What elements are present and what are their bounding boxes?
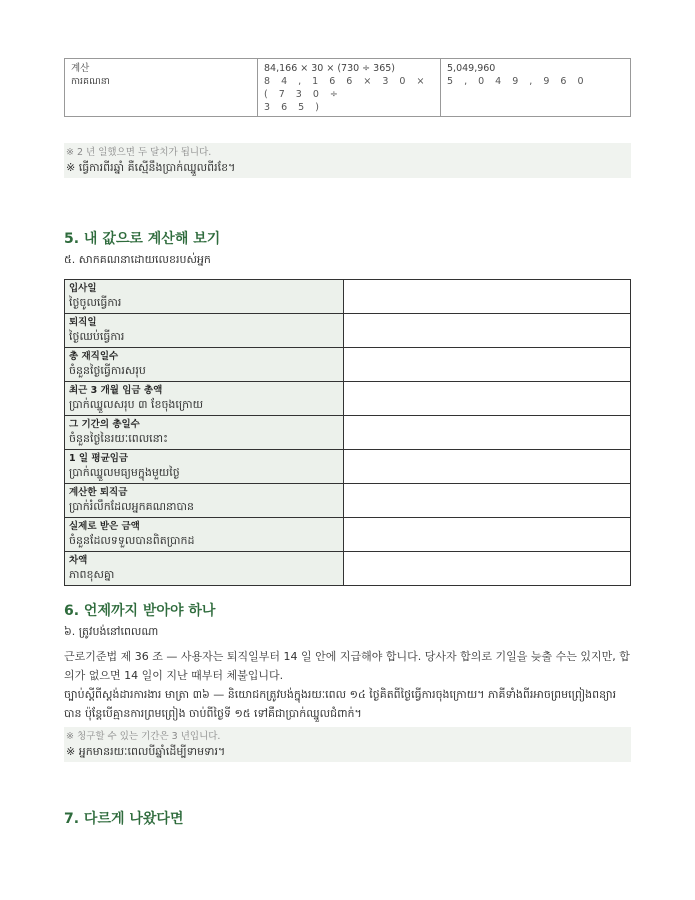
section-5-subtitle: ៥. សាកគណនាដោយលេខរបស់អ្នក [64,253,211,266]
form-row-label [65,450,344,484]
form-row-label-ko: 계산한 퇴직금 [69,487,128,498]
form-row-label-ko: 차액 [69,555,88,566]
section-7-title: 7. 다르게 나왔다면 [64,811,184,827]
form-row-label-ko: 그 기간의 총일수 [69,419,140,430]
note-two-years [64,143,631,178]
self-calc-form-table [64,279,631,586]
form-row-label [65,416,344,450]
document-page [64,58,631,828]
form-row-label-ko: 입사일 [69,283,97,294]
note-two-years-km: ※ ធ្វើការពីរឆ្នាំ គឺស្មើនឹងប្រាក់ឈ្នួលពីរខែ។ [66,161,236,174]
form-row-label-km: ចំនួនថ្ងៃនៃរយៈពេលនោះ [69,432,168,445]
form-row [65,382,631,416]
calc-formula-spaced-2: 3 6 5 ) [264,102,323,113]
form-row-label-km: ប្រាក់រំលឹកដែលអ្នកគណនាបាន [69,500,194,513]
form-row-label-ko: 최근 3 개월 임금 총액 [69,385,163,396]
form-row-label [65,348,344,382]
payment-deadline-km: ច្បាប់ស្តីពីស្តង់ដារការងារ មាត្រា ៣៦ — និយោជកត្រូវបង់ក្នុងរយៈពេល ១៤ ថ្ងៃគិតពីថ្ងៃធ្វើការចុងក្រោយ។ ភាគីទាំងពីរអាចព្រមព្រៀងពន្យារបាន ប៉ុន្តែបើគ្មានការព្រមព្រៀង ចាប់ពីថ្ងៃទី ១៥ ទៅគឺជាប្រាក់ឈ្នួលជំពាក់។ [64,688,617,720]
section-5-title: 5. 내 값으로 계산해 보기 [64,231,221,247]
section-6-title: 6. 언제까지 받아야 하나 [64,603,216,619]
form-row [65,280,631,314]
form-row [65,450,631,484]
form-row-label-km: ប្រាក់ឈ្នួលសរុប ៣ ខែចុងក្រោយ [69,398,204,411]
form-row [65,314,631,348]
note-claim-period-km: ※ អ្នកមានរយៈពេលបីឆ្នាំដើម្បីទាមទារ។ [66,745,226,758]
form-row-value-field[interactable] [344,314,631,348]
form-row-label-ko: 퇴직일 [69,317,97,328]
self-calc-form-body [65,280,631,586]
form-row-label-ko: 실제로 받은 금액 [69,521,140,532]
form-row [65,552,631,586]
calc-result-cell [441,59,631,117]
calc-formula: 84,166 × 30 × (730 ÷ 365) [264,63,396,74]
form-row-label-km: ថ្ងៃចូលធ្វើការ [69,296,122,309]
calc-table [64,58,631,117]
form-row-label [65,484,344,518]
form-row-label [65,314,344,348]
form-row-label [65,280,344,314]
form-row-value-field[interactable] [344,382,631,416]
form-row-label-km: ប្រាក់ឈ្នួលមធ្យមក្នុងមួយថ្ងៃ [69,466,180,479]
form-row-value-field[interactable] [344,552,631,586]
form-row-label-km: ភាពខុសគ្នា [69,568,115,581]
form-row-value-field[interactable] [344,484,631,518]
calc-label-km: ការគណនា [71,76,110,87]
form-row [65,416,631,450]
form-row-label [65,518,344,552]
note-claim-period [64,727,631,762]
form-row-value-field[interactable] [344,518,631,552]
form-row-label-km: ចំនួនដែលទទួលបានពិតប្រាកដ [69,534,195,547]
form-row [65,518,631,552]
form-row [65,484,631,518]
form-row [65,348,631,382]
note-two-years-ko: ※ 2 년 일했으면 두 달치가 됩니다. [66,147,212,158]
form-row-value-field[interactable] [344,416,631,450]
calc-row [65,59,631,117]
form-row-label-ko: 1 일 평균임금 [69,453,129,464]
section-6-subtitle: ៦. ត្រូវបង់នៅពេលណា [64,625,159,638]
form-row-label-km: ចំនួនថ្ងៃធ្វើការសរុប [69,364,146,377]
calc-label-ko: 계산 [71,63,90,74]
form-row-label-ko: 총 재직일수 [69,351,119,362]
form-row-value-field[interactable] [344,348,631,382]
calc-label-cell [65,59,258,117]
form-row-label [65,552,344,586]
calc-result-spaced: 5 , 0 4 9 , 9 6 0 [447,76,588,87]
payment-deadline-ko: 근로기준법 제 36 조 — 사용자는 퇴직일부터 14 일 안에 지급해야 합니다. 당사자 합의로 기일을 늦출 수는 있지만, 합의가 없으면 14 일이 지난 때부터 체불입니다. [64,650,630,682]
calc-result: 5,049,960 [447,63,496,74]
form-row-label-km: ថ្ងៃឈប់ធ្វើការ [69,330,125,343]
calc-formula-cell [258,59,441,117]
payment-deadline-paragraph [64,647,631,723]
form-row-label [65,382,344,416]
form-row-value-field[interactable] [344,280,631,314]
note-claim-period-ko: ※ 청구할 수 있는 기간은 3 년입니다. [66,731,221,742]
calc-formula-spaced-1: 8 4 , 1 6 6 × 3 0 × ( 7 3 0 ÷ [264,76,429,100]
form-row-value-field[interactable] [344,450,631,484]
